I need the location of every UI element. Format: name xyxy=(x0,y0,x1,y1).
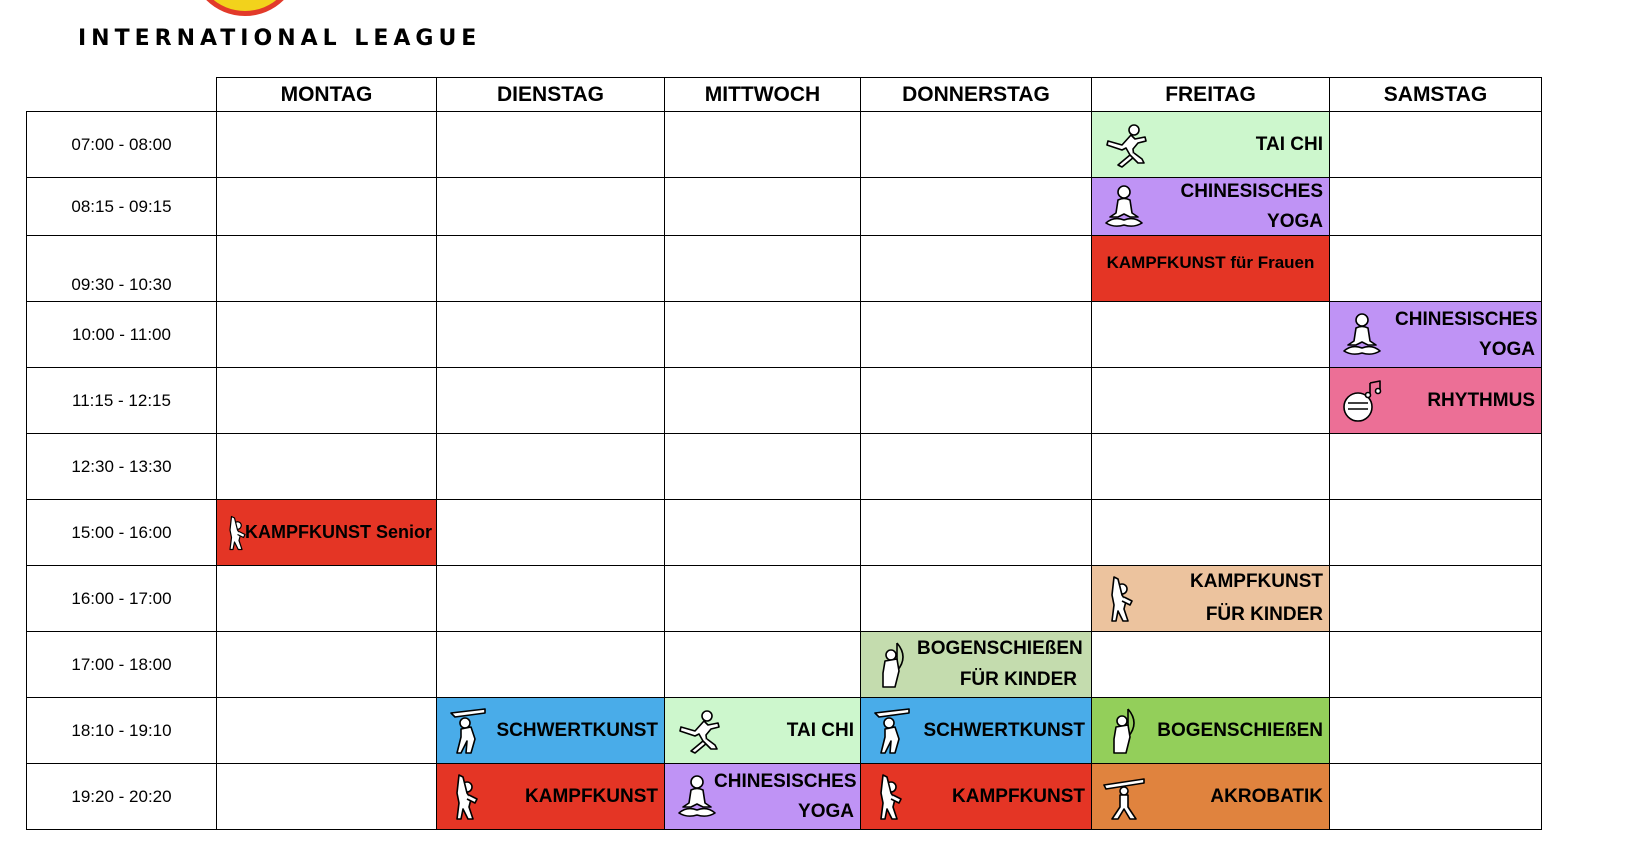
slot-class[interactable] xyxy=(437,698,665,764)
time-label: 08:15 - 09:15 xyxy=(27,178,217,236)
slot-class[interactable] xyxy=(861,632,1092,698)
slot-empty xyxy=(437,236,665,302)
class-label: CHINESISCHES YOGA xyxy=(714,771,857,822)
yoga-icon xyxy=(673,773,721,821)
slot-empty xyxy=(1330,178,1542,236)
slot-empty xyxy=(217,698,437,764)
slot-empty xyxy=(217,368,437,434)
archer-icon xyxy=(1100,707,1148,755)
time-label: 19:20 - 20:20 xyxy=(27,764,217,830)
sword-icon xyxy=(869,707,917,755)
class-label: TAI CHI xyxy=(1255,133,1323,155)
day-header-samstag: SAMSTAG xyxy=(1330,78,1542,112)
class-label: KAMPFKUNST xyxy=(952,785,1085,807)
slot-empty xyxy=(861,178,1092,236)
kick-icon xyxy=(1100,575,1148,623)
slot-class[interactable] xyxy=(1092,764,1330,830)
slot-empty xyxy=(217,764,437,830)
slot-empty xyxy=(1092,302,1330,368)
class-label: BOGENSCHIEßEN FÜR KINDER xyxy=(917,638,1083,690)
day-header-mittwoch: MITTWOCH xyxy=(665,78,861,112)
league-name: INTERNATIONAL LEAGUE xyxy=(78,26,482,51)
slot-empty xyxy=(665,368,861,434)
slot-class[interactable] xyxy=(861,764,1092,830)
slot-empty xyxy=(861,236,1092,302)
time-label: 09:30 - 10:30 xyxy=(27,236,217,302)
time-row xyxy=(27,112,1542,178)
slot-class[interactable] xyxy=(1092,178,1330,236)
class-label: AKROBATIK xyxy=(1210,785,1323,807)
class-label: SCHWERTKUNST xyxy=(496,719,658,741)
slot-empty xyxy=(437,566,665,632)
slot-empty xyxy=(1330,434,1542,500)
time-row xyxy=(27,178,1542,236)
slot-empty xyxy=(665,632,861,698)
slot-empty xyxy=(217,178,437,236)
class-label: CHINESISCHES YOGA xyxy=(1395,309,1538,360)
time-row xyxy=(27,236,1542,302)
time-row xyxy=(27,500,1542,566)
slot-class[interactable] xyxy=(1092,112,1330,178)
tai-chi-icon xyxy=(673,707,721,755)
kick-icon xyxy=(869,773,917,821)
time-label: 18:10 - 19:10 xyxy=(27,698,217,764)
slot-empty xyxy=(861,434,1092,500)
slot-class[interactable] xyxy=(1330,368,1542,434)
time-label: 07:00 - 08:00 xyxy=(27,112,217,178)
slot-empty xyxy=(217,566,437,632)
acrobat-icon xyxy=(1100,773,1148,821)
slot-empty xyxy=(217,632,437,698)
slot-class[interactable] xyxy=(1092,698,1330,764)
slot-empty xyxy=(1330,500,1542,566)
slot-empty xyxy=(665,112,861,178)
slot-empty xyxy=(861,566,1092,632)
day-header-freitag: FREITAG xyxy=(1092,78,1330,112)
timetable xyxy=(26,77,1542,830)
slot-class[interactable] xyxy=(665,698,861,764)
class-label: KAMPFKUNST für Frauen xyxy=(1106,253,1315,272)
slot-empty xyxy=(437,112,665,178)
slot-empty xyxy=(1330,566,1542,632)
slot-empty xyxy=(665,434,861,500)
slot-empty xyxy=(665,566,861,632)
slot-empty xyxy=(217,302,437,368)
class-label: KAMPFKUNST Senior xyxy=(244,521,432,542)
archer-icon xyxy=(869,641,917,689)
time-label: 12:30 - 13:30 xyxy=(27,434,217,500)
slot-empty xyxy=(437,178,665,236)
time-row xyxy=(27,632,1542,698)
slot-empty xyxy=(217,112,437,178)
time-label: 15:00 - 16:00 xyxy=(27,500,217,566)
yoga-icon xyxy=(1338,311,1386,359)
slot-empty xyxy=(1330,632,1542,698)
time-row xyxy=(27,566,1542,632)
slot-empty xyxy=(861,500,1092,566)
class-label: CHINESISCHES YOGA xyxy=(1180,181,1323,232)
class-label: RHYTHMUS xyxy=(1427,389,1535,411)
time-label: 16:00 - 17:00 xyxy=(27,566,217,632)
slot-empty xyxy=(437,302,665,368)
corner-cell xyxy=(27,78,217,112)
slot-empty xyxy=(437,434,665,500)
class-label: BOGENSCHIEßEN xyxy=(1157,719,1323,741)
slot-empty xyxy=(1330,764,1542,830)
slot-empty xyxy=(1092,632,1330,698)
slot-empty xyxy=(665,236,861,302)
day-header-donnerstag: DONNERSTAG xyxy=(861,78,1092,112)
tai-chi-icon xyxy=(1100,121,1148,169)
day-header-montag: MONTAG xyxy=(217,78,437,112)
slot-empty xyxy=(861,112,1092,178)
slot-empty xyxy=(665,302,861,368)
slot-class[interactable] xyxy=(437,764,665,830)
kick-icon xyxy=(445,773,493,821)
class-label: TAI CHI xyxy=(786,719,854,741)
class-label: KAMPFKUNST xyxy=(525,785,658,807)
slot-empty xyxy=(437,632,665,698)
slot-class[interactable] xyxy=(1092,566,1330,632)
class-label: SCHWERTKUNST xyxy=(923,719,1085,741)
time-row xyxy=(27,698,1542,764)
slot-empty xyxy=(665,178,861,236)
slot-empty xyxy=(437,368,665,434)
time-row xyxy=(27,434,1542,500)
slot-empty xyxy=(217,434,437,500)
time-label: 10:00 - 11:00 xyxy=(27,302,217,368)
slot-empty xyxy=(1330,698,1542,764)
slot-empty xyxy=(1330,112,1542,178)
slot-class[interactable] xyxy=(1330,302,1542,368)
time-row xyxy=(27,368,1542,434)
slot-empty xyxy=(1092,368,1330,434)
league-logo xyxy=(190,0,300,16)
slot-empty xyxy=(861,302,1092,368)
slot-class[interactable] xyxy=(217,500,437,566)
time-label: 17:00 - 18:00 xyxy=(27,632,217,698)
day-header-dienstag: DIENSTAG xyxy=(437,78,665,112)
class-label: KAMPFKUNST FÜR KINDER xyxy=(1190,571,1323,625)
drum-icon xyxy=(1338,377,1386,425)
slot-empty xyxy=(437,500,665,566)
sword-icon xyxy=(445,707,493,755)
time-label: 11:15 - 12:15 xyxy=(27,368,217,434)
time-row xyxy=(27,302,1542,368)
yoga-icon xyxy=(1100,183,1148,231)
slot-empty xyxy=(1092,434,1330,500)
kick-icon xyxy=(221,509,257,557)
slot-class[interactable] xyxy=(1092,236,1330,302)
slot-class[interactable] xyxy=(861,698,1092,764)
slot-empty xyxy=(665,500,861,566)
slot-empty xyxy=(1092,500,1330,566)
slot-empty xyxy=(1330,236,1542,302)
slot-empty xyxy=(217,236,437,302)
time-row xyxy=(27,764,1542,830)
slot-class[interactable] xyxy=(665,764,861,830)
slot-empty xyxy=(861,368,1092,434)
